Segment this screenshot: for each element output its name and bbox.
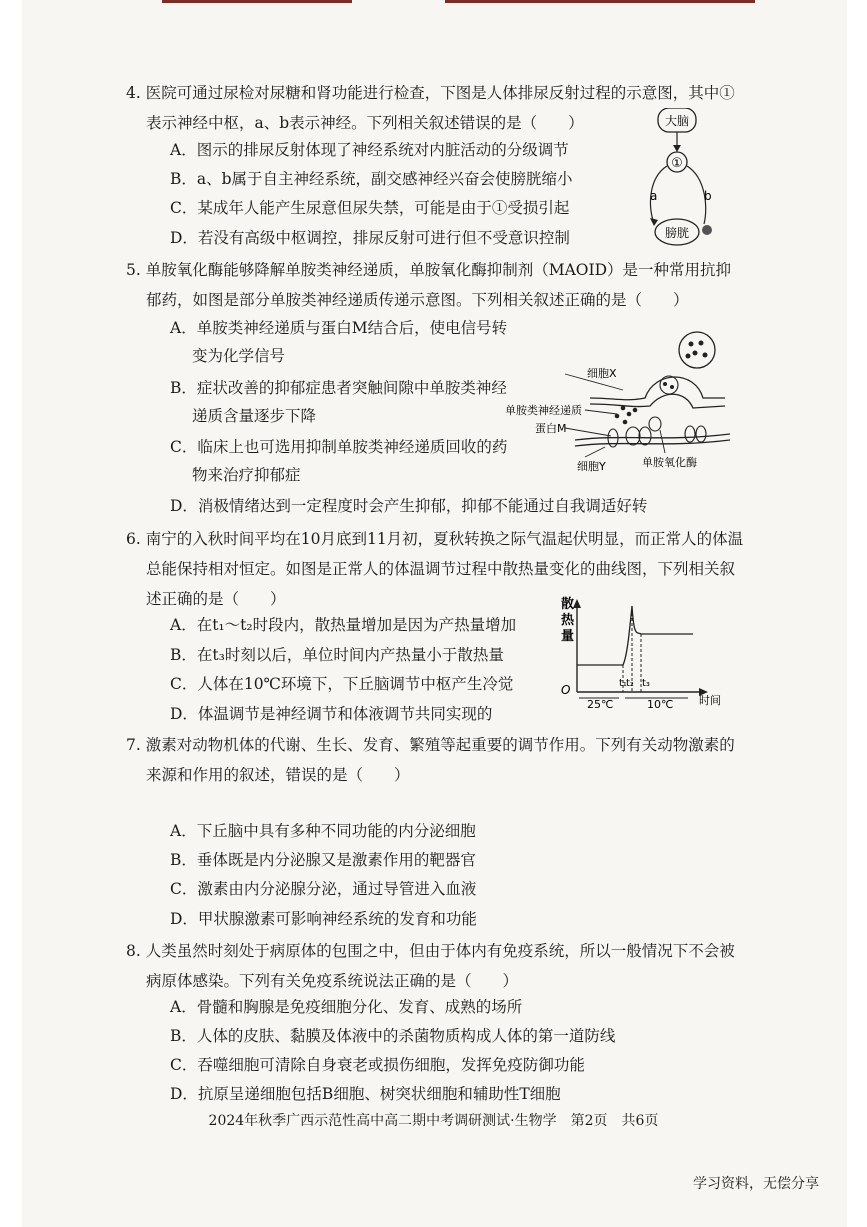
option-a: A．单胺类神经递质与蛋白M结合后，使电信号转变为化学信号	[170, 319, 508, 365]
option-d: D．甲状腺激素可影响神经系统的发育和功能	[170, 910, 477, 928]
nerve-a-label: a	[650, 189, 658, 203]
option-c: C．临床上也可选用抑制单胺类神经递质回收的药物来治疗抑郁症	[170, 438, 508, 484]
synapse-diagram	[505, 330, 730, 480]
option-b: B．垂体既是内分泌腺又是激素作用的靶器官	[170, 851, 476, 869]
option-c: C．吞噬细胞可清除自身衰老或损伤细胞，发挥免疫防御功能	[170, 1056, 585, 1074]
t2-label: t₂	[626, 678, 634, 689]
cell-y-label: 细胞Y	[577, 460, 606, 473]
option-b: B．症状改善的抑郁症患者突触间隙中单胺类神经递质含量逐步下降	[170, 379, 507, 425]
y-axis-label-char: 热	[561, 613, 575, 628]
option-d: D．消极情绪达到一定程度时会产生抑郁，抑郁不能通过自我调适好转	[170, 497, 648, 515]
option-b: B．a、b属于自主神经系统，副交感神经兴奋会使膀胱缩小	[170, 170, 573, 188]
top-edge-mark	[445, 0, 755, 3]
question-8	[126, 907, 746, 996]
temp-10-label: 10℃	[647, 698, 674, 711]
page-footer: 2024年秋季广西示范性高中高二期中考调研测试·生物学 第2页 共6页	[208, 1113, 659, 1129]
option-d: D．抗原呈递细胞包括B细胞、树突状细胞和辅助性T细胞	[170, 1085, 561, 1103]
top-edge-mark	[162, 0, 352, 3]
question-stem: 医院可通过尿检对尿糖和肾功能进行检查，下图是人体排尿反射过程的示意图，其中①表示神经中枢，a、b表示神经。下列相关叙述错误的是（ ）	[145, 84, 735, 132]
option-d: D．若没有高级中枢调控，排尿反射可进行但不受意识控制	[170, 229, 570, 247]
cell-x-label: 细胞X	[587, 367, 617, 380]
temp-25-label: 25℃	[587, 698, 614, 711]
option-a: A．在t₁～t₂时段内，散热量增加是因为产热量增加	[170, 616, 517, 634]
option-c: C．某成年人能产生尿意但尿失禁，可能是由于①受损引起	[170, 199, 570, 217]
option-a: A．下丘脑中具有多种不同功能的内分泌细胞	[170, 822, 476, 840]
t1-label: t₁	[619, 678, 627, 689]
question-stem: 单胺氧化酶能够降解单胺类神经递质，单胺氧化酶抑制剂（MAOID）是一种常用抗抑郁药，如图是部分单胺类神经递质传递示意图。下列相关叙述正确的是（ ）	[145, 261, 732, 309]
question-number: 7.	[126, 736, 141, 754]
option-d: D．体温调节是神经调节和体液调节共同实现的	[170, 705, 493, 723]
question-5	[126, 255, 746, 315]
question-stem: 南宁的入秋时间平均在10月底到11月初，夏秋转换之际气温起伏明显，而正常人的体温总能保持相对恒定。如图是正常人的体温调节过程中散热量变化的曲线图，下列相关叙述正确的是（ ）	[145, 530, 744, 608]
question-number: 6.	[126, 530, 141, 548]
option-c: C．人体在10℃环境下，下丘脑调节中枢产生冷觉	[170, 675, 514, 693]
question-stem: 激素对动物机体的代谢、生长、发育、繁殖等起重要的调节作用。下列有关动物激素的来源和作用的叙述，错误的是（ ）	[145, 736, 735, 784]
option-b: B．人体的皮肤、黏膜及体液中的杀菌物质构成人体的第一道防线	[170, 1027, 616, 1045]
transmitter-label: 单胺类神经递质	[505, 404, 582, 417]
watermark-text: 学习资料，无偿分享	[693, 1176, 819, 1192]
t3-label: t₃	[642, 678, 650, 689]
center-label: ①	[671, 156, 683, 171]
brain-label: 大脑	[664, 114, 690, 128]
protein-m-label: 蛋白M	[535, 422, 567, 435]
question-number: 4.	[126, 84, 141, 102]
question-number: 8.	[126, 942, 141, 960]
y-axis-label-char: 散	[561, 597, 575, 612]
question-7	[126, 730, 746, 790]
option-c: C．激素由内分泌腺分泌，通过导管进入血液	[170, 880, 477, 898]
option-b: B．在t₃时刻以后，单位时间内产热量小于散热量	[170, 646, 504, 664]
y-axis-label-char: 量	[561, 629, 575, 644]
option-a: A．骨髓和胸腺是免疫细胞分化、发育、成熟的场所	[170, 998, 523, 1016]
enzyme-label: 单胺氧化酶	[642, 456, 697, 469]
x-axis-label: 时间	[699, 694, 721, 707]
heat-loss-graph	[553, 596, 728, 711]
bladder-label: 膀胱	[664, 226, 690, 240]
option-a: A．图示的排尿反射体现了神经系统对内脏活动的分级调节	[170, 141, 569, 159]
reflex-diagram	[630, 108, 730, 248]
nerve-b-label: b	[704, 189, 712, 203]
origin-label: O	[561, 683, 571, 697]
question-number: 5.	[126, 261, 141, 279]
question-stem: 人类虽然时刻处于病原体的包围之中，但由于体内有免疫系统，所以一般情况下不会被病原体感染。下列有关免疫系统说法正确的是（ ）	[145, 942, 735, 990]
